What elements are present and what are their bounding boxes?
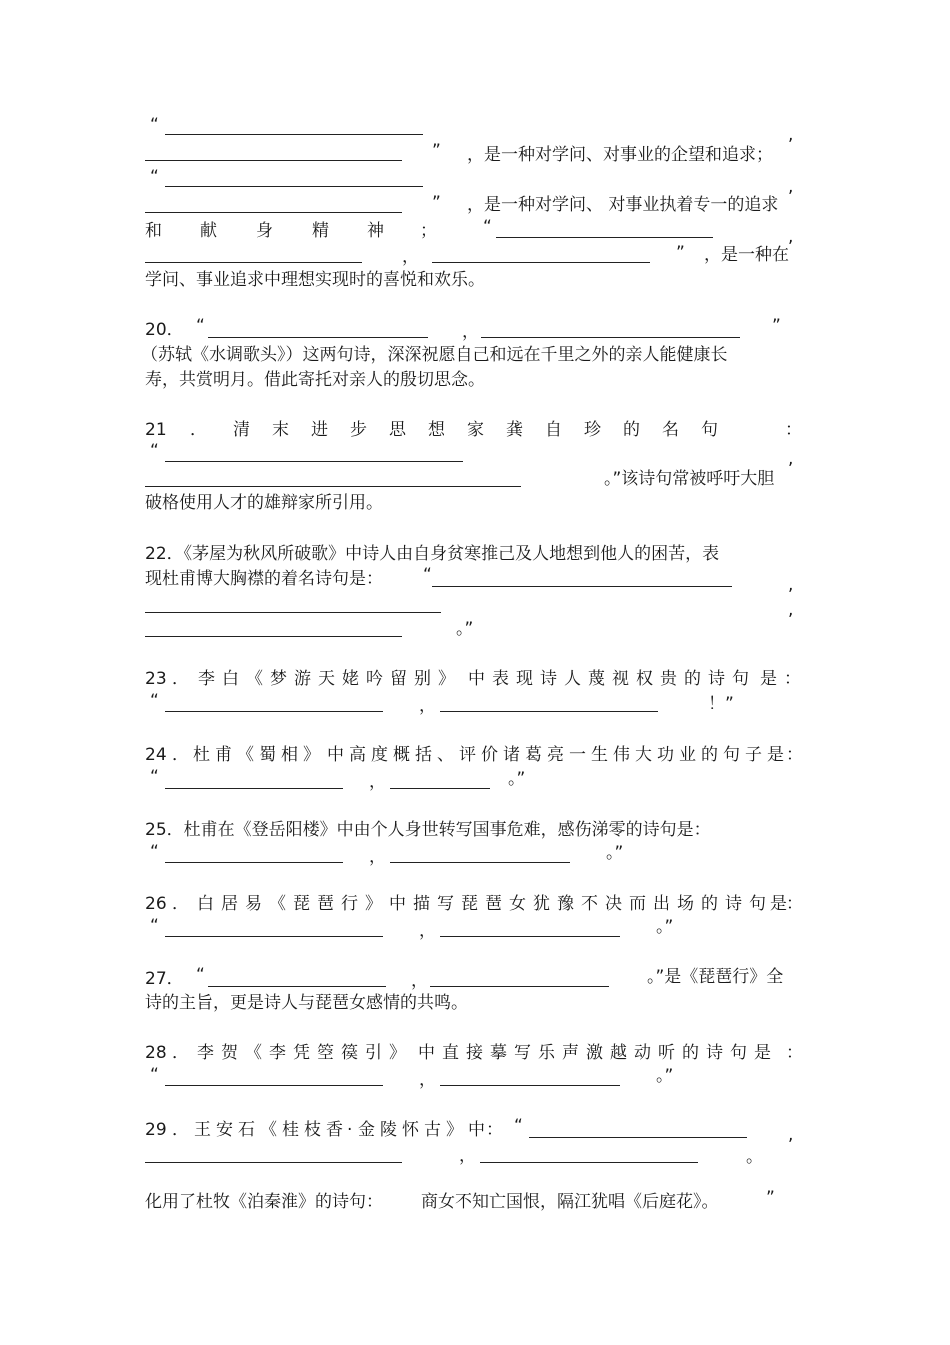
q28-char: 诗 (706, 1043, 723, 1063)
q28-char: 李 (197, 1043, 214, 1063)
q28-char: 李 (269, 1043, 286, 1063)
comma: , (788, 1125, 794, 1145)
answer-blank[interactable] (165, 862, 343, 863)
q23-char: 贵 (660, 669, 677, 689)
answer-blank[interactable] (165, 461, 463, 462)
q28-char: 引 (365, 1043, 382, 1063)
q28-char: 篌 (341, 1043, 358, 1063)
q19-desc-1: ，是一种对学问、对事业的企望和追求； (467, 145, 773, 165)
answer-blank[interactable] (440, 1085, 620, 1086)
q24-char: 大 (635, 745, 652, 765)
answer-blank[interactable] (145, 486, 521, 487)
question-number: 26 (145, 894, 167, 914)
comma: ， (459, 1146, 476, 1166)
close-quote: ” (432, 141, 441, 161)
q24-char: 一 (569, 745, 586, 765)
q26-char: 豫 (557, 894, 574, 914)
q28-char: 贺 (221, 1043, 238, 1063)
q23-char: 姥 (342, 669, 359, 689)
q26-char: 琶 (485, 894, 502, 914)
q23-char: 权 (636, 669, 653, 689)
q26-char: 的 (701, 894, 718, 914)
q21-char: 珍 (584, 420, 601, 440)
q29-char: 桂 (282, 1120, 299, 1140)
question-number: 29 (145, 1120, 167, 1140)
q19-word: 精 (312, 221, 329, 241)
q24-char: 概 (393, 745, 410, 765)
q23-char: 视 (612, 669, 629, 689)
q23-char: 诗 (540, 669, 557, 689)
q24-char: ． (172, 745, 189, 765)
comma: , (788, 600, 794, 620)
comma: , (788, 449, 794, 469)
q23-char: 的 (684, 669, 701, 689)
close-quote: ” (772, 316, 781, 336)
comma: , (788, 177, 794, 197)
open-quote: “ (150, 767, 159, 787)
q26-end: 。” (656, 917, 674, 937)
q23-char: 诗 (708, 669, 725, 689)
q28-char: 是 (754, 1043, 771, 1063)
q29-char: 金 (358, 1120, 375, 1140)
q26-char: 琵 (461, 894, 478, 914)
comma: ， (419, 921, 436, 941)
q23-char: 吟 (366, 669, 383, 689)
q21-char: ： (785, 420, 802, 440)
q24-char: 》 (303, 745, 320, 765)
answer-blank[interactable] (165, 936, 383, 937)
answer-blank[interactable] (145, 636, 402, 637)
q28-char: 中 (418, 1043, 435, 1063)
answer-blank[interactable] (208, 337, 428, 338)
q28-char: 写 (514, 1043, 531, 1063)
q21-char: 思 (389, 420, 406, 440)
q28-char: 乐 (538, 1043, 555, 1063)
q23-char: 中 (468, 669, 485, 689)
q19-word: 神 (367, 221, 384, 241)
answer-blank[interactable] (480, 1162, 698, 1163)
q25-line-1: 25．杜甫在《登岳阳楼》中由个人身世转写国事危难，感伤涕零的诗句是： (145, 820, 711, 840)
q29-line-3a: 化用了杜牧《泊秦淮》的诗句： (145, 1192, 383, 1212)
q26-char: 白 (197, 894, 214, 914)
q21-char: 末 (272, 420, 289, 440)
q28-char: 《 (245, 1043, 262, 1063)
q23-char: 现 (516, 669, 533, 689)
q26-char: 》 (365, 894, 382, 914)
q24-char: 亮 (547, 745, 564, 765)
q29-char: ． (172, 1120, 189, 1140)
comma: ， (402, 247, 419, 267)
open-quote: “ (150, 691, 159, 711)
answer-blank[interactable] (208, 986, 386, 987)
open-quote: “ (150, 1065, 159, 1085)
q19-desc-2a: ，是一种对学问、 对事业执着专一的追求 (467, 195, 779, 215)
answer-blank[interactable] (430, 986, 609, 987)
open-quote: “ (150, 842, 159, 862)
q29-char: 陵 (380, 1120, 397, 1140)
q26-char: 犹 (533, 894, 550, 914)
q23-char: ． (172, 669, 189, 689)
q26-char: 场 (677, 894, 694, 914)
q24-char: 度 (371, 745, 388, 765)
q26-char: 居 (221, 894, 238, 914)
q24-char: 括 (415, 745, 432, 765)
q29-char: 《 (260, 1120, 277, 1140)
q23-char: 表 (492, 669, 509, 689)
q24-char: 诸 (503, 745, 520, 765)
question-number: 24 (145, 745, 167, 765)
q28-end: 。” (656, 1066, 674, 1086)
comma: , (788, 227, 794, 247)
q25-end: 。” (606, 843, 624, 863)
answer-blank[interactable] (165, 711, 383, 712)
q24-char: 的 (701, 745, 718, 765)
q26-char: 中 (389, 894, 406, 914)
dot: ． (190, 420, 207, 440)
q21-char: 名 (662, 420, 679, 440)
open-quote: “ (196, 965, 205, 985)
q23-end: ！” (708, 694, 734, 714)
q21-char: 的 (623, 420, 640, 440)
comma: ， (411, 971, 428, 991)
q24-char: ： (786, 745, 803, 765)
q29-char: 中 (468, 1120, 485, 1140)
comma: ， (419, 696, 436, 716)
answer-blank[interactable] (145, 262, 362, 263)
comma: ， (462, 322, 479, 342)
q24-char: 杜 (193, 745, 210, 765)
q23-char: 》 (438, 669, 455, 689)
q26-char: 易 (245, 894, 262, 914)
q24-char: 、 (437, 745, 454, 765)
comma: , (788, 125, 794, 145)
q22-end: 。” (456, 619, 474, 639)
answer-blank[interactable] (481, 337, 740, 338)
q29-char: 》 (446, 1120, 463, 1140)
q26-char: 诗 (725, 894, 742, 914)
answer-blank[interactable] (145, 1162, 402, 1163)
q21-line-4: 破格使用人才的雄辩家所引用。 (145, 493, 383, 513)
q29-char: 安 (216, 1120, 233, 1140)
q23-char: 句 (732, 669, 749, 689)
q21-char: 句 (701, 420, 718, 440)
q23-char: 天 (318, 669, 335, 689)
q23-char: 李 (198, 669, 215, 689)
q21-tail: 。”该诗句常被呼吁大胆 (604, 469, 775, 489)
q24-char: 葛 (525, 745, 542, 765)
q29-char: 古 (424, 1120, 441, 1140)
answer-blank[interactable] (390, 788, 490, 789)
q21-char: 步 (350, 420, 367, 440)
q24-char: 价 (481, 745, 498, 765)
answer-blank[interactable] (165, 788, 343, 789)
q21-char: 想 (428, 420, 445, 440)
q28-char: 句 (730, 1043, 747, 1063)
q29-end: 。 (746, 1147, 763, 1167)
open-quote: “ (150, 441, 159, 461)
q26-char: 写 (437, 894, 454, 914)
q24-char: 是 (767, 745, 784, 765)
answer-blank[interactable] (440, 936, 620, 937)
q23-char: 白 (222, 669, 239, 689)
answer-blank[interactable] (145, 160, 402, 161)
open-quote: “ (196, 316, 205, 336)
question-number: 28 (145, 1043, 167, 1063)
q26-char: 句 (749, 894, 766, 914)
comma: ， (369, 847, 386, 867)
q26-char: 是 (770, 894, 787, 914)
q24-char: 蜀 (259, 745, 276, 765)
q24-char: 业 (679, 745, 696, 765)
q29-char: ： (486, 1120, 503, 1140)
q22-line-2: 现杜甫博大胸襟的着名诗句是： (145, 569, 383, 589)
comma: , (788, 575, 794, 595)
q26-char: ： (786, 894, 803, 914)
q28-char: 》 (389, 1043, 406, 1063)
q19-desc-3b: 学问、事业追求中理想实现时的喜悦和欢乐。 (145, 270, 485, 290)
q28-char: 声 (562, 1043, 579, 1063)
open-quote: “ (150, 916, 159, 936)
q23-char: 梦 (270, 669, 287, 689)
question-number: 23 (145, 669, 167, 689)
q24-char: 高 (349, 745, 366, 765)
answer-blank[interactable] (165, 134, 423, 135)
q24-char: 相 (281, 745, 298, 765)
q28-char: 越 (610, 1043, 627, 1063)
q23-char: 别 (414, 669, 431, 689)
q28-char: 接 (466, 1043, 483, 1063)
q29-char: 石 (238, 1120, 255, 1140)
q21-char: 家 (467, 420, 484, 440)
q24-char: 生 (591, 745, 608, 765)
q26-char: 行 (341, 894, 358, 914)
q28-char: 激 (586, 1043, 603, 1063)
q26-char: 琵 (293, 894, 310, 914)
close-quote: ” (432, 193, 441, 213)
q29-char: 枝 (304, 1120, 321, 1140)
q23-char: 《 (246, 669, 263, 689)
q20-line-3: 寿，共赏明月。借此寄托对亲人的殷切思念。 (145, 370, 485, 390)
q27-tail: 。”是《琵琶行》全 (647, 967, 784, 987)
q24-char: 伟 (613, 745, 630, 765)
comma: ， (419, 1070, 436, 1090)
answer-blank[interactable] (432, 262, 650, 263)
q24-char: 评 (459, 745, 476, 765)
answer-blank[interactable] (432, 586, 732, 587)
question-number: 27． (145, 969, 184, 989)
q28-char: 直 (442, 1043, 459, 1063)
q24-char: 子 (745, 745, 762, 765)
comma: ， (369, 772, 386, 792)
open-quote: “ (150, 167, 159, 187)
q19-word: 和 (145, 221, 162, 241)
q28-char: ． (172, 1043, 189, 1063)
q19-word: 身 (256, 221, 273, 241)
q26-char: 女 (509, 894, 526, 914)
q28-char: 的 (682, 1043, 699, 1063)
q20-line-2: （苏轼《水调歌头》）这两句诗，深深祝愿自己和远在千里之外的亲人能健康长 (141, 345, 728, 365)
q26-char: 决 (605, 894, 622, 914)
q23-char: 蔑 (588, 669, 605, 689)
answer-blank[interactable] (390, 862, 570, 863)
q24-end: 。” (508, 769, 526, 789)
q19-desc-3a: ，是一种在 (704, 245, 789, 265)
q23-char: 游 (294, 669, 311, 689)
q21-char: 清 (233, 420, 250, 440)
open-quote: “ (423, 565, 432, 585)
q23-char: 人 (564, 669, 581, 689)
q24-char: 中 (327, 745, 344, 765)
question-number: 20． (145, 320, 184, 340)
q26-char: 出 (653, 894, 670, 914)
q19-word: 献 (200, 221, 217, 241)
q29-char: 王 (194, 1120, 211, 1140)
open-quote: “ (514, 1116, 523, 1136)
open-quote: “ (150, 115, 159, 135)
answer-blank[interactable] (145, 612, 441, 613)
q26-char: 《 (269, 894, 286, 914)
q19-word: ； (420, 221, 437, 241)
q21-char: 龚 (506, 420, 523, 440)
q28-char: 动 (634, 1043, 651, 1063)
q29-char: 怀 (402, 1120, 419, 1140)
q29-line-3b: 商女不知亡国恨，隔江犹唱《后庭花》。 (421, 1192, 719, 1212)
answer-blank[interactable] (496, 237, 713, 238)
answer-blank[interactable] (165, 1085, 383, 1086)
question-number: 21 (145, 420, 167, 440)
q27-line-2: 诗的主旨，更是诗人与琵琶女感情的共鸣。 (145, 993, 468, 1013)
q29-char: · (347, 1120, 353, 1140)
q26-char: ． (172, 894, 189, 914)
q21-char: 进 (311, 420, 328, 440)
q28-char: 凭 (293, 1043, 310, 1063)
close-quote: ” (676, 243, 685, 263)
q23-char: ： (784, 669, 801, 689)
q23-char: 是 (760, 669, 777, 689)
answer-blank[interactable] (529, 1137, 747, 1138)
q26-char: 描 (413, 894, 430, 914)
q21-char: 自 (545, 420, 562, 440)
q28-char: ： (786, 1043, 803, 1063)
q26-char: 不 (581, 894, 598, 914)
answer-blank[interactable] (145, 212, 402, 213)
q28-char: 听 (658, 1043, 675, 1063)
q24-char: 句 (723, 745, 740, 765)
q23-char: 留 (390, 669, 407, 689)
q26-char: 琶 (317, 894, 334, 914)
q29-char: 香 (326, 1120, 343, 1140)
answer-blank[interactable] (165, 186, 423, 187)
q24-char: 功 (657, 745, 674, 765)
answer-blank[interactable] (440, 711, 658, 712)
q28-char: 箜 (317, 1043, 334, 1063)
open-quote: “ (483, 217, 492, 237)
q28-char: 摹 (490, 1043, 507, 1063)
q24-char: 甫 (215, 745, 232, 765)
q26-char: 而 (629, 894, 646, 914)
q24-char: 《 (237, 745, 254, 765)
close-quote: ” (766, 1188, 775, 1208)
q22-line-1: 22．《茅屋为秋风所破歌》中诗人由自身贫寒推己及人地想到他人的困苦，表 (145, 544, 720, 564)
